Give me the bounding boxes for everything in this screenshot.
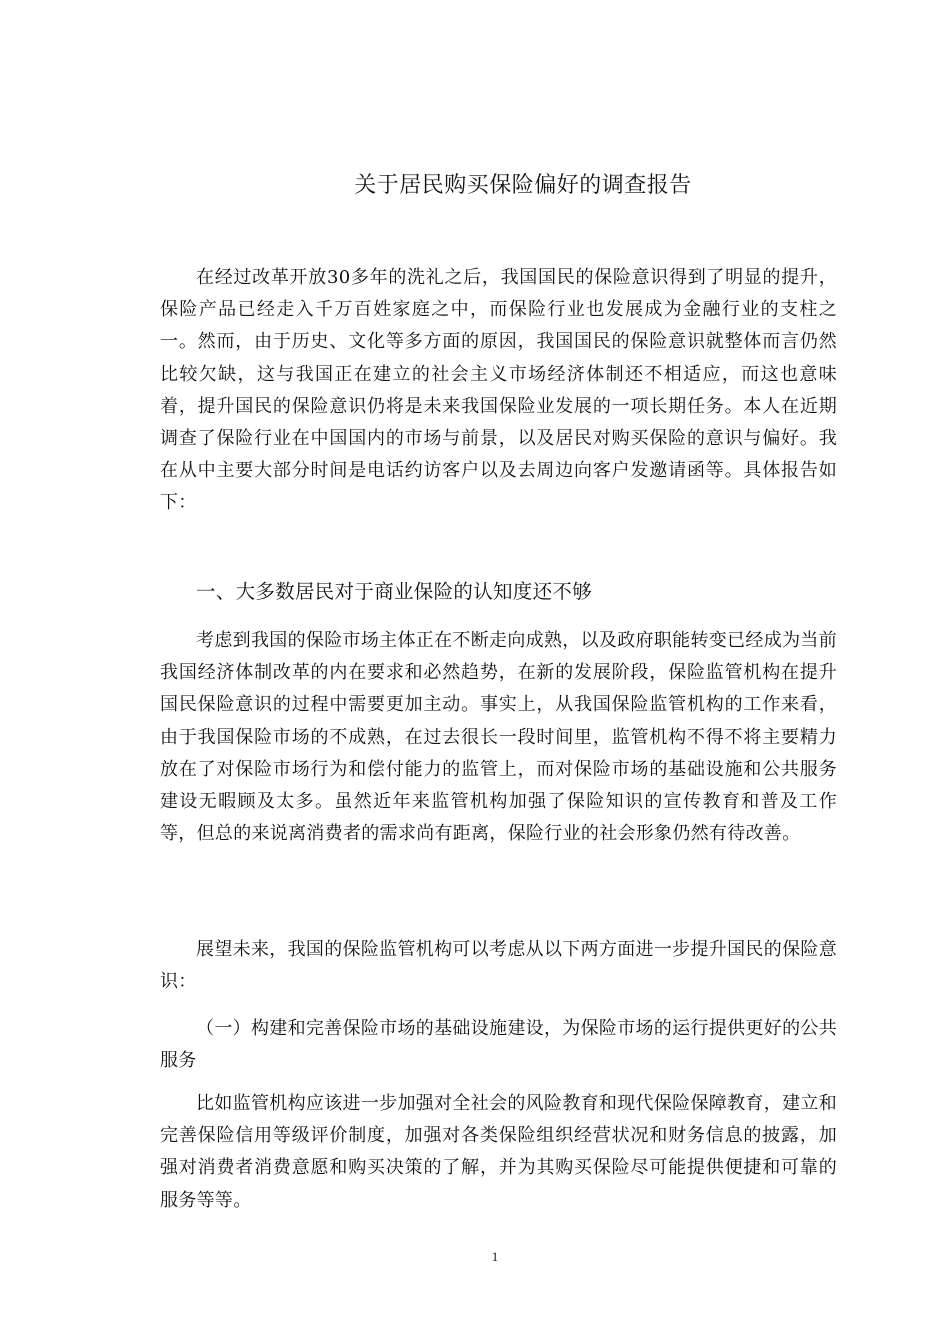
page-number: 1 [491,1249,499,1264]
intro-paragraph: 在经过改革开放30多年的洗礼之后，我国国民的保险意识得到了明显的提升，保险产品已经走入千万百姓家庭之中，而保险行业也发展成为金融行业的支柱之一。然而，由于历史、文化等多方面的原因，我国国民的保险意识就整体而言仍然比较欠缺，这与我国正在建立的社会主义市场经济体制还不相适应，而这也意味着，提升国民的保险意识仍将是未来我国保险业发展的一项长期任务。本人在近期调查了保险行业在中国国内的市场与前景，以及居民对购买保险的意识与偏好。我在从中主要大部分时间是电话约访客户以及去周边向客户发邀请函等。具体报告如下： [160,267,837,514]
sub-item-1-heading: （一）构建和完善保险市场的基础设施建设，为保险市场的运行提供更好的公共服务 [160,1018,837,1072]
section-paragraph-1: 考虑到我国的保险市场主体正在不断走向成熟，以及政府职能转变已经成为当前我国经济体制改革的内在要求和必然趋势，在新的发展阶段，保险监管机构在提升国民保险意识的过程中需要更加主动。事实上，从我国保险监管机构的工作来看，由于我国保险市场的不成熟，在过去很长一段时间里，监管机构不得不将主要精力放在了对保险市场行为和偿付能力的监管上，而对保险市场的基础设施和公共服务建设无暇顾及太多。虽然近年来监管机构加强了保险知识的宣传教育和普及工作等，但总的来说离消费者的需求尚有距离，保险行业的社会形象仍然有待改善。 [160,630,837,845]
section-heading: 一、大多数居民对于商业保险的认知度还不够 [196,580,593,603]
sub-item-1-paragraph: 比如监管机构应该进一步加强对全社会的风险教育和现代保险保障教育，建立和完善保险信用等级评价制度，加强对各类保险组织经营状况和财务信息的披露，加强对消费者消费意愿和购买决策的了解，并为其购买保险尽可能提供便捷和可靠的服务等等。 [160,1093,837,1211]
document-title: 关于居民购买保险偏好的调查报告 [354,173,692,198]
section-paragraph-2: 展望未来，我国的保险监管机构可以考虑从以下两方面进一步提升国民的保险意识： [160,939,837,993]
